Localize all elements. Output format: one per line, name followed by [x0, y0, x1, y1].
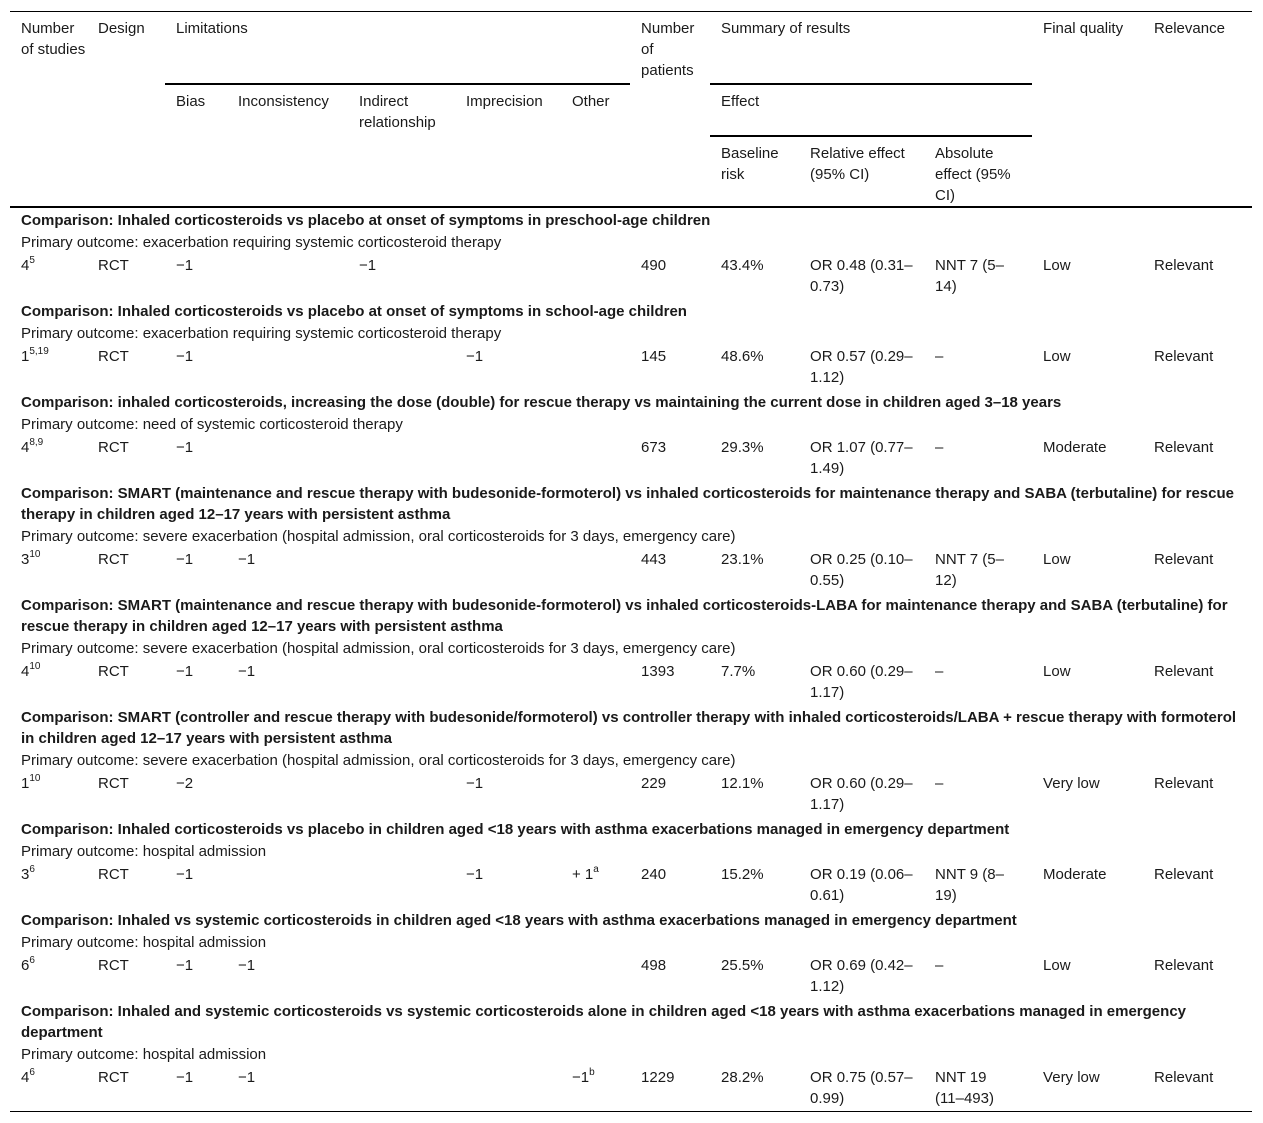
final-quality-cell: Low: [1043, 551, 1071, 568]
final-quality-cell: Moderate: [1043, 866, 1107, 883]
table-row: [10, 253, 1252, 299]
design-cell: RCT: [98, 1069, 129, 1086]
primary-outcome: Primary outcome: exacerbation requiring systemic corticosteroid therapy: [21, 234, 502, 251]
primary-outcome: Primary outcome: hospital admission: [21, 934, 267, 951]
bias-cell: −1: [176, 551, 194, 568]
outcome-row: [10, 637, 1252, 659]
design-cell: RCT: [98, 551, 129, 568]
bias-cell: −1: [176, 866, 194, 883]
baseline-risk-cell: 15.2%: [721, 866, 764, 883]
outcome-row: [10, 525, 1252, 547]
number-of-studies-cell: [10, 659, 87, 705]
header-absolute-effect: Absolute effect (95% CI): [935, 145, 1011, 204]
table-row: [10, 659, 1252, 705]
relevance-cell: Relevant: [1154, 257, 1214, 274]
other-cell: [561, 862, 630, 908]
study-count: 1: [21, 348, 30, 365]
imprecision-cell: [455, 547, 561, 593]
primary-outcome: Primary outcome: hospital admission: [21, 1046, 267, 1063]
primary-outcome: Primary outcome: exacerbation requiring systemic corticosteroid therapy: [21, 325, 502, 342]
study-count: 3: [21, 866, 30, 883]
design-cell: RCT: [98, 348, 129, 365]
study-count: 3: [21, 551, 30, 568]
other-cell: [561, 344, 630, 390]
header-number-of-patients: Number of patients: [641, 20, 695, 79]
absolute-effect-cell: –: [935, 439, 944, 456]
bias-cell: −1: [176, 439, 194, 456]
number-of-patients-cell: 443: [641, 551, 667, 568]
comparison-title: Comparison: Inhaled vs systemic corticosteroids in children aged <18 years with asthma exacerbations managed in emergency department: [21, 912, 1017, 929]
study-count: 4: [21, 663, 30, 680]
absolute-effect-cell: NNT 7 (5–12): [935, 551, 1004, 589]
relative-effect-cell: OR 0.60 (0.29–1.17): [810, 663, 913, 701]
inconsistency-cell: [227, 344, 348, 390]
table-row: [10, 547, 1252, 593]
imprecision-cell: [455, 435, 561, 481]
other-value: + 1: [572, 866, 594, 883]
design-cell: RCT: [98, 957, 129, 974]
final-quality-cell: Low: [1043, 348, 1071, 365]
imprecision-cell: −1: [466, 866, 484, 883]
baseline-risk-cell: 48.6%: [721, 348, 764, 365]
primary-outcome: Primary outcome: severe exacerbation (hospital admission, oral corticosteroids for 3 days, emergency care): [21, 752, 736, 769]
header-baseline-risk: Baseline risk: [721, 145, 779, 183]
evidence-table-container: [10, 11, 1252, 1112]
baseline-risk-cell: 43.4%: [721, 257, 764, 274]
comparison-row: [10, 593, 1252, 637]
relative-effect-cell: OR 0.69 (0.42–1.12): [810, 957, 913, 995]
inconsistency-cell: −1: [238, 551, 256, 568]
number-of-patients-cell: 490: [641, 257, 667, 274]
design-cell: RCT: [98, 775, 129, 792]
relevance-cell: Relevant: [1154, 348, 1214, 365]
comparison-row: [10, 908, 1252, 931]
indirect-relationship-cell: [348, 862, 455, 908]
number-of-studies-cell: [10, 862, 87, 908]
imprecision-cell: −1: [466, 348, 484, 365]
indirect-relationship-cell: [348, 1065, 455, 1112]
reference-superscript: 5: [29, 255, 35, 266]
number-of-studies-cell: [10, 253, 87, 299]
relative-effect-cell: OR 0.48 (0.31–0.73): [810, 257, 913, 295]
study-count: 4: [21, 257, 30, 274]
bias-cell: −1: [176, 1069, 194, 1086]
relevance-cell: Relevant: [1154, 775, 1214, 792]
evidence-table: [10, 11, 1252, 1112]
table-row: [10, 771, 1252, 817]
reference-superscript: 6: [29, 864, 35, 875]
other-cell: [561, 253, 630, 299]
footnote-superscript: a: [593, 864, 599, 875]
relative-effect-cell: OR 0.25 (0.10–0.55): [810, 551, 913, 589]
comparison-row: [10, 705, 1252, 749]
number-of-studies-cell: [10, 1065, 87, 1112]
indirect-relationship-cell: [348, 344, 455, 390]
design-cell: RCT: [98, 257, 129, 274]
baseline-risk-cell: 25.5%: [721, 957, 764, 974]
header-relative-effect: Relative effect (95% CI): [810, 145, 905, 183]
study-count: 4: [21, 439, 30, 456]
relevance-cell: Relevant: [1154, 957, 1214, 974]
relevance-cell: Relevant: [1154, 439, 1214, 456]
final-quality-cell: Low: [1043, 257, 1071, 274]
imprecision-cell: [455, 1065, 561, 1112]
baseline-risk-cell: 23.1%: [721, 551, 764, 568]
number-of-studies-cell: [10, 547, 87, 593]
primary-outcome: Primary outcome: severe exacerbation (hospital admission, oral corticosteroids for 3 days, emergency care): [21, 528, 736, 545]
relevance-cell: Relevant: [1154, 1069, 1214, 1086]
inconsistency-cell: [227, 253, 348, 299]
comparison-title: Comparison: SMART (maintenance and rescue therapy with budesonide-formoterol) vs inhaled corticosteroids-LABA for maintenance therapy and SABA (terbutaline) for rescue therapy in children aged 12–17 years with persistent asthma: [21, 597, 1228, 635]
reference-superscript: 6: [29, 955, 35, 966]
outcome-row: [10, 231, 1252, 253]
relevance-cell: Relevant: [1154, 866, 1214, 883]
outcome-row: [10, 840, 1252, 862]
relative-effect-cell: OR 1.07 (0.77–1.49): [810, 439, 913, 477]
outcome-row: [10, 322, 1252, 344]
reference-superscript: 10: [29, 661, 41, 672]
outcome-row: [10, 413, 1252, 435]
comparison-row: [10, 481, 1252, 525]
primary-outcome: Primary outcome: need of systemic corticosteroid therapy: [21, 416, 403, 433]
outcome-row: [10, 749, 1252, 771]
imprecision-cell: [455, 659, 561, 705]
table-row: [10, 862, 1252, 908]
header-limitations: Limitations: [165, 12, 630, 86]
imprecision-cell: [455, 953, 561, 999]
number-of-patients-cell: 1229: [641, 1069, 675, 1086]
header-bias: Bias: [176, 93, 206, 110]
table-body: [10, 207, 1252, 1112]
study-count: 6: [21, 957, 30, 974]
header-final-quality: Final quality: [1043, 20, 1124, 37]
number-of-patients-cell: 240: [641, 866, 667, 883]
baseline-risk-cell: 12.1%: [721, 775, 764, 792]
other-cell: [561, 547, 630, 593]
bias-cell: −1: [176, 348, 194, 365]
absolute-effect-cell: –: [935, 663, 944, 680]
baseline-risk-cell: 29.3%: [721, 439, 764, 456]
comparison-title: Comparison: inhaled corticosteroids, increasing the dose (double) for rescue therapy vs maintaining the current dose in children aged 3–18 years: [21, 394, 1062, 411]
comparison-row: [10, 390, 1252, 413]
number-of-studies-cell: [10, 953, 87, 999]
other-cell: [561, 1065, 630, 1112]
relevance-cell: Relevant: [1154, 663, 1214, 680]
other-value: −1: [572, 1069, 590, 1086]
absolute-effect-cell: –: [935, 957, 944, 974]
header-indirect-relationship: Indirect relationship: [359, 93, 436, 131]
inconsistency-cell: −1: [238, 1069, 256, 1086]
number-of-patients-cell: 498: [641, 957, 667, 974]
comparison-title: Comparison: Inhaled corticosteroids vs placebo at onset of symptoms in school-age children: [21, 303, 687, 320]
study-count: 1: [21, 775, 30, 792]
reference-superscript: 6: [29, 1067, 35, 1078]
indirect-relationship-cell: [348, 547, 455, 593]
inconsistency-cell: [227, 435, 348, 481]
absolute-effect-cell: NNT 19 (11–493): [935, 1069, 994, 1107]
bias-cell: −2: [176, 775, 194, 792]
relevance-cell: Relevant: [1154, 551, 1214, 568]
relative-effect-cell: OR 0.57 (0.29–1.12): [810, 348, 913, 386]
final-quality-cell: Very low: [1043, 1069, 1100, 1086]
number-of-patients-cell: 1393: [641, 663, 675, 680]
final-quality-cell: Low: [1043, 957, 1071, 974]
header-relevance: Relevance: [1154, 20, 1225, 37]
header-effect: Effect: [710, 85, 1032, 137]
inconsistency-cell: [227, 771, 348, 817]
outcome-row: [10, 931, 1252, 953]
reference-superscript: 5,19: [29, 346, 49, 357]
header-number-of-studies: Number of studies: [21, 20, 86, 58]
imprecision-cell: −1: [466, 775, 484, 792]
comparison-row: [10, 207, 1252, 231]
header-summary-of-results: Summary of results: [710, 12, 1032, 86]
header-other: Other: [572, 93, 610, 110]
inconsistency-cell: −1: [238, 957, 256, 974]
other-cell: [561, 659, 630, 705]
absolute-effect-cell: –: [935, 348, 944, 365]
indirect-relationship-cell: [348, 659, 455, 705]
bias-cell: −1: [176, 257, 194, 274]
header-imprecision: Imprecision: [466, 93, 543, 110]
comparison-title: Comparison: SMART (maintenance and rescue therapy with budesonide-formoterol) vs inhaled corticosteroids for maintenance therapy and SABA (terbutaline) for rescue therapy in children aged 12–17 years with persistent asthma: [21, 485, 1234, 523]
table-header: [10, 12, 1252, 208]
absolute-effect-cell: NNT 7 (5–14): [935, 257, 1004, 295]
table-row: [10, 344, 1252, 390]
absolute-effect-cell: NNT 9 (8–19): [935, 866, 1004, 904]
indirect-relationship-cell: [348, 953, 455, 999]
baseline-risk-cell: 28.2%: [721, 1069, 764, 1086]
number-of-patients-cell: 673: [641, 439, 667, 456]
comparison-row: [10, 299, 1252, 322]
primary-outcome: Primary outcome: severe exacerbation (hospital admission, oral corticosteroids for 3 days, emergency care): [21, 640, 736, 657]
relative-effect-cell: OR 0.60 (0.29–1.17): [810, 775, 913, 813]
relative-effect-cell: OR 0.19 (0.06–0.61): [810, 866, 913, 904]
final-quality-cell: Low: [1043, 663, 1071, 680]
number-of-patients-cell: 229: [641, 775, 667, 792]
baseline-risk-cell: 7.7%: [721, 663, 756, 680]
table-row: [10, 953, 1252, 999]
comparison-title: Comparison: Inhaled and systemic corticosteroids vs systemic corticosteroids alone in children aged <18 years with asthma exacerbations managed in emergency department: [21, 1003, 1186, 1041]
bias-cell: −1: [176, 957, 194, 974]
header-inconsistency: Inconsistency: [238, 93, 329, 110]
reference-superscript: 10: [29, 549, 41, 560]
comparison-title: Comparison: Inhaled corticosteroids vs placebo at onset of symptoms in preschool-age children: [21, 212, 711, 229]
comparison-row: [10, 999, 1252, 1043]
reference-superscript: 10: [29, 773, 41, 784]
design-cell: RCT: [98, 439, 129, 456]
outcome-row: [10, 1043, 1252, 1065]
other-cell: [561, 953, 630, 999]
indirect-relationship-cell: [348, 435, 455, 481]
table-row: [10, 1065, 1252, 1112]
number-of-patients-cell: 145: [641, 348, 667, 365]
final-quality-cell: Moderate: [1043, 439, 1107, 456]
indirect-relationship-cell: [348, 771, 455, 817]
relative-effect-cell: OR 0.75 (0.57–0.99): [810, 1069, 913, 1107]
header-design: Design: [98, 20, 145, 37]
absolute-effect-cell: –: [935, 775, 944, 792]
study-count: 4: [21, 1069, 30, 1086]
comparison-row: [10, 817, 1252, 840]
bias-cell: −1: [176, 663, 194, 680]
primary-outcome: Primary outcome: hospital admission: [21, 843, 267, 860]
reference-superscript: 8,9: [29, 437, 44, 448]
comparison-title: Comparison: Inhaled corticosteroids vs placebo in children aged <18 years with asthma exacerbations managed in emergency department: [21, 821, 1010, 838]
number-of-studies-cell: [10, 344, 87, 390]
comparison-title: Comparison: SMART (controller and rescue therapy with budesonide/formoterol) vs controller therapy with inhaled corticosteroids/LABA + rescue therapy with formoterol in children aged 12–17 years with persistent asthma: [21, 709, 1237, 747]
other-cell: [561, 435, 630, 481]
other-cell: [561, 771, 630, 817]
indirect-relationship-cell: −1: [359, 257, 377, 274]
table-row: [10, 435, 1252, 481]
inconsistency-cell: −1: [238, 663, 256, 680]
design-cell: RCT: [98, 866, 129, 883]
design-cell: RCT: [98, 663, 129, 680]
final-quality-cell: Very low: [1043, 775, 1100, 792]
inconsistency-cell: [227, 862, 348, 908]
number-of-studies-cell: [10, 435, 87, 481]
footnote-superscript: b: [589, 1067, 595, 1078]
imprecision-cell: [455, 253, 561, 299]
number-of-studies-cell: [10, 771, 87, 817]
